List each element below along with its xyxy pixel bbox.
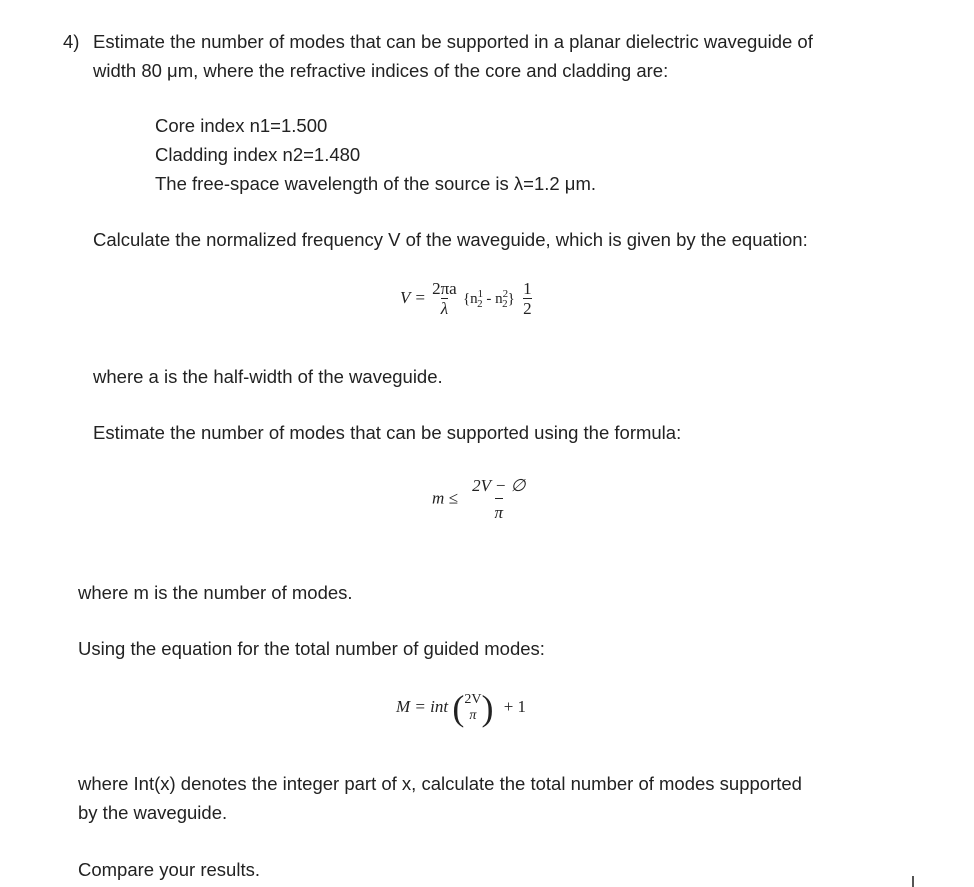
right-paren: ) — [481, 688, 494, 728]
v-equation-fraction — [432, 280, 457, 318]
m-equation-numerator: 2V − ∅ — [472, 476, 526, 495]
cladding-index: Cladding index n2=1.480 — [155, 144, 361, 165]
free-space-wavelength: The free-space wavelength of the source is λ=1.2 μm. — [155, 173, 597, 194]
question-number: 4) — [63, 31, 80, 52]
total-equation-denominator: π — [469, 707, 477, 723]
total-modes-intro: Using the equation for the total number of guided modes: — [78, 638, 545, 659]
total-equation-fraction — [464, 693, 481, 723]
margin-tick — [912, 876, 914, 887]
total-modes-equation — [396, 690, 526, 726]
v-equation — [400, 280, 532, 318]
int-note-line-2: by the waveguide. — [78, 802, 228, 823]
total-equation-rhs: + 1 — [503, 696, 527, 716]
half-width-note: where a is the half-width of the waveguide. — [93, 366, 443, 387]
m-note: where m is the number of modes. — [78, 582, 353, 603]
m-equation-denominator: π — [495, 498, 504, 522]
v-equation-exponent-numerator: 1 — [523, 279, 532, 298]
question-text-line-1: Estimate the number of modes that can be supported in a planar dielectric waveguide of — [93, 31, 813, 52]
left-paren: ( — [452, 688, 465, 728]
m-intro-text: Estimate the number of modes that can be supported using the formula: — [93, 422, 682, 443]
core-index: Core index n1=1.500 — [155, 115, 328, 136]
total-equation-numerator: 2V — [464, 691, 482, 707]
v-equation-exponent-denominator: 2 — [523, 298, 532, 318]
v-equation-exponent — [523, 280, 532, 318]
v-equation-index-term: $\{n^1_2 - n^2_2\}$ — [462, 287, 515, 310]
m-equation — [432, 477, 531, 522]
m-equation-fraction — [466, 477, 531, 522]
question-text-line-2: width 80 μm, where the refractive indices of the core and cladding are: — [93, 60, 669, 81]
v-intro-text: Calculate the normalized frequency V of the waveguide, which is given by the equation: — [93, 229, 808, 250]
compare-text: Compare your results. — [78, 859, 260, 880]
v-equation-numerator: 2πa — [432, 279, 457, 298]
int-note-line-1: where Int(x) denotes the integer part of x, calculate the total number of modes supported — [78, 773, 802, 794]
m-equation-lhs: m ≤ — [432, 488, 458, 508]
v-equation-lhs: V = — [400, 287, 426, 307]
total-equation-lhs: M = int — [396, 696, 449, 716]
v-equation-denominator: λ — [440, 298, 449, 318]
